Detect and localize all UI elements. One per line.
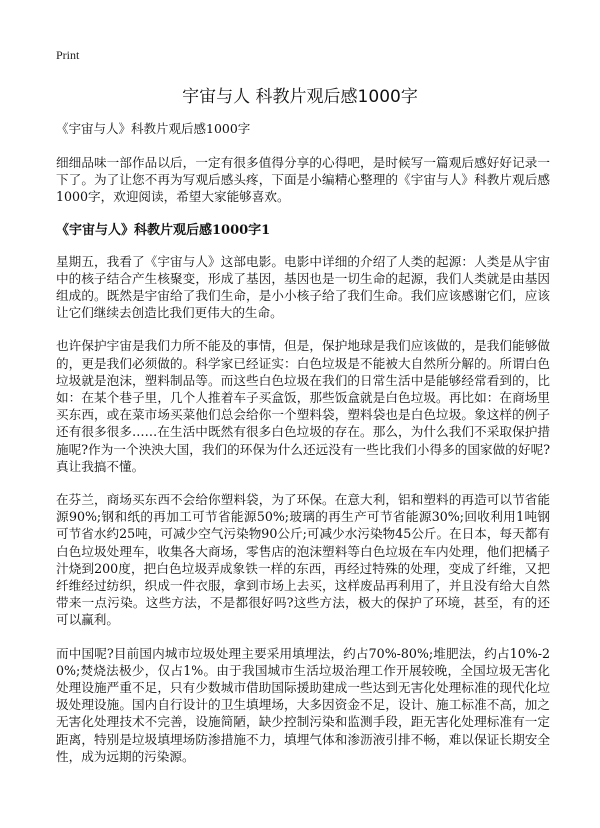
page-title: 宇宙与人 科教片观后感1000字 — [182, 87, 418, 107]
body-paragraph: 在芬兰，商场买东西不会给你塑料袋，为了环保。在意大利，铝和塑料的再造可以节省能源90%;钢和纸的再加工可节省能源50%;玻璃的再生产可节省能源30%;回收利用1吨钢可节省水约25吨，可减少空气污染物90公斤;可减少水污染物45公斤。在日本，每天都有白色垃圾处理车，收集各大商场，零售店的泡沫塑料等白色垃圾在车内处理，他们把橘子汁烧到200度，把白色垃圾弄成象铁一样的东西，再经过特殊的处理，变成了纤维，又把纤维经过纺织，织成一件衣服，拿到市场上去买，这样废品再利用了，并且没有给大自然带来一点污染。这些方法，不是都很好吗?这些方法，极大的保护了环境，甚至，有的还可以赢利。 — [56, 492, 550, 628]
body-paragraph: 而中国呢?目前国内城市垃圾处理主要采用填埋法，约占70%-80%;堆肥法，约占10%-20%;焚烧法极少，仅占1%。由于我国城市生活垃圾治理工作开展较晚，全国垃圾无害化处理设施严重不足，只有少数城市借助国际援助建成一些达到无害化处理标准的现代化垃圾处理设施。国内自行设计的卫生填埋场，大多因资金不足，设计、施工标准不高，加之无害化处理技术不完善，设施简陋，缺少控制污染和监测手段，距无害化处理标准有一定距离，特别是垃圾填埋场防渗措施不力，填埋气体和渗沥液引排不畅，难以保证长期安全性，成为远期的污染源。 — [56, 645, 550, 764]
body-paragraph: 星期五，我看了《宇宙与人》这部电影。电影中详细的介绍了人类的起源：人类是从宇宙中的核子结合产生核聚变，形成了基因，基因也是一切生命的起源，我们人类就是由基因组成的。既然是宇宙给了我们生命，是小小核子给了我们生命。我们应该感谢它们，应该让它们继续去创造比我们更伟大的生命。 — [56, 253, 550, 321]
intro-paragraph: 细细品味一部作品以后，一定有很多值得分享的心得吧，是时候写一篇观后感好好记录一下了。为了让您不再为写观后感头疼，下面是小编精心整理的《宇宙与人》科教片观后感1000字，欢迎阅读，希望大家能够喜欢。 — [56, 155, 550, 205]
section-heading: 《宇宙与人》科教片观后感1000字1 — [56, 222, 271, 238]
print-link[interactable]: Print — [56, 48, 80, 62]
article-subtitle: 《宇宙与人》科教片观后感1000字 — [56, 121, 251, 136]
article-body — [56, 120, 550, 781]
body-paragraph: 也许保护宇宙是我们力所不能及的事情，但是，保护地球是我们应该做的，是我们能够做的，更是我们必须做的。科学家已经证实：白色垃圾是不能被大自然所分解的。所谓白色垃圾就是泡沫，塑料制品等。而这些白色垃圾在我们的日常生活中是能够经常看到的，比如：在某个巷子里，几个人推着车子买盒饭，那些饭盒就是白色垃圾。再比如：在商场里买东西，或在菜市场买菜他们总会给你一个塑料袋，塑料袋也是白色垃圾。象这样的例子还有很多很多……在生活中既然有很多白色垃圾的存在。那么，为什么我们不采取保护措施呢?作为一个泱泱大国，我们的环保为什么还远没有一些比我们小得多的国家做的好呢?真让我搞不懂。 — [56, 338, 550, 474]
